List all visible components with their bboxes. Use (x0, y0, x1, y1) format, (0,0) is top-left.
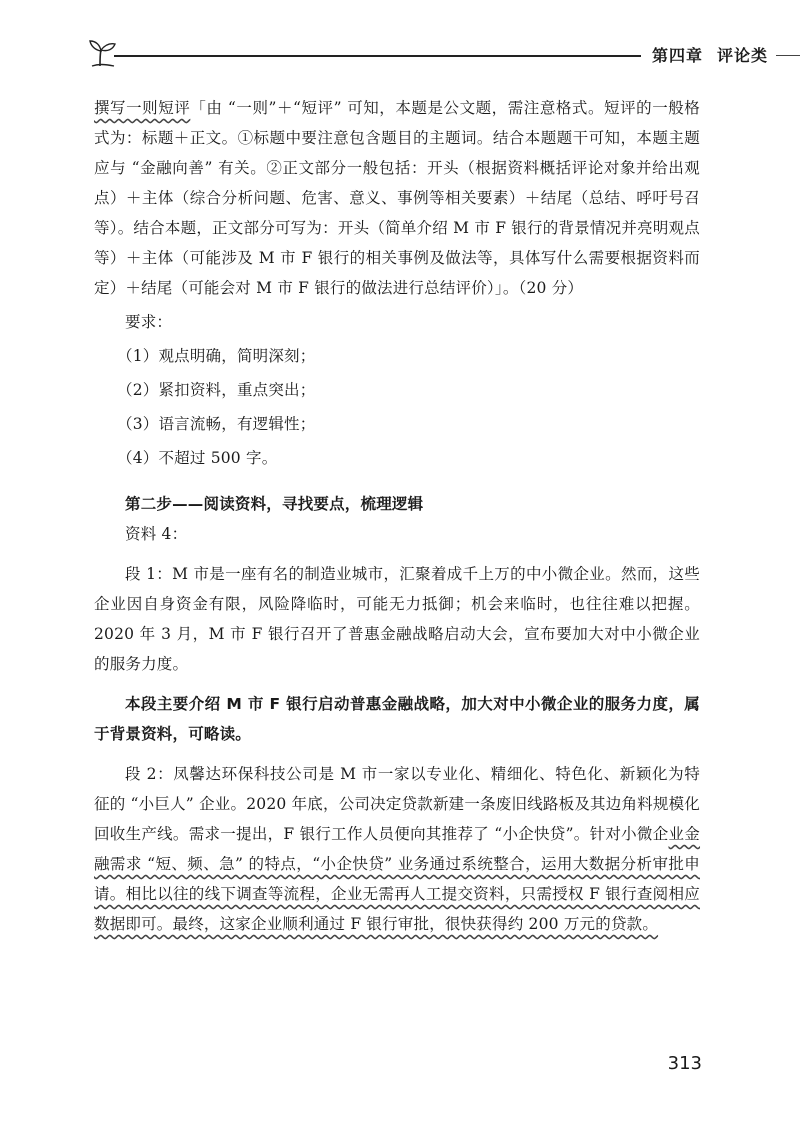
page-content (94, 93, 700, 939)
step-two-heading: 第二步——阅读资料，寻找要点，梳理逻辑 (125, 495, 424, 513)
section-name: 评论类 (717, 46, 769, 65)
page-header (86, 40, 776, 70)
paragraph-2-text: 段 2：凤馨达环保科技公司是 M 市一家以专业化、精细化、特色化、新颖化为特征的 “小巨人” 企业。2020 年底，公司决定贷款新建一条废旧线路板及其边角料规模化回收生产线。需求一提出，F 银行工作人员便向其推荐了 “小企快贷”。针对小微企 (94, 765, 700, 843)
material-paragraph-1: 段 1：M 市是一座有名的制造业城市，汇聚着成千上万的中小微企业。然而，这些企业因自身资金有限，风险降临时，可能无力抵御；机会来临时，也往往难以把握。2020 年 3 月，M 市 F 银行召开了普惠金融战略启动大会，宣布要加大对中小微企业的服务力度。 (94, 565, 700, 673)
material-label: 资料 4： (125, 525, 188, 543)
chapter-number: 第四章 (652, 46, 704, 65)
intro-prefix: 撰写一则短评 (94, 99, 191, 117)
intro-paragraph (94, 93, 700, 303)
paragraph-2-underlined: 业金融需求 “短、频、急” 的特点，“小企快贷” 业务通过系统整合，运用大数据分析审批申请。相比以往的线下调查等流程，企业无需再人工提交资料，只需授权 F 银行查阅相应数据即可。最终，这家企业顺利通过 F 银行审批，很快获得约 200 万元的贷款。 (94, 825, 701, 933)
header-rule-left (114, 55, 641, 57)
material-paragraph-2 (94, 759, 700, 939)
chapter-title (652, 43, 768, 66)
intro-text: 「由 “一则”＋“短评” 可知，本题是公文题，需注意格式。短评的一般格式为：标题＋正文。①标题中要注意包含题目的主题词。结合本题题干可知，本题主题应与 “金融向善” 有关。②正文部分一般包括：开头（根据资料概括评论对象并给出观点）＋主体（综合分析问题、危害、意义、事例等相关要素）＋结尾（总结、呼吁号召等）。结合本题，正文部分可写为：开头（简单介绍 M 市 F 银行的背景情况并亮明观点等）＋主体（可能涉及 M 市 F 银行的相关事例及做法等，具体写什么需要根据资料而定）＋结尾（可能会对 M 市 F 银行的做法进行总结评价）」。（20 分） (94, 99, 701, 297)
requirement-item: （1）观点明确，简明深刻； (117, 347, 316, 365)
requirement-item: （2）紧扣资料，重点突出； (117, 381, 316, 399)
sprout-icon (86, 36, 122, 72)
requirement-item: （4）不超过 500 字。 (117, 449, 278, 467)
requirement-item: （3）语言流畅，有逻辑性； (117, 415, 316, 433)
analysis-paragraph-1: 本段主要介绍 M 市 F 银行启动普惠金融战略，加大对中小微企业的服务力度，属于背景资料，可略读。 (94, 695, 700, 743)
header-rule-right (776, 55, 800, 56)
page-number: 313 (667, 1053, 702, 1074)
requirements-label: 要求： (125, 313, 173, 331)
